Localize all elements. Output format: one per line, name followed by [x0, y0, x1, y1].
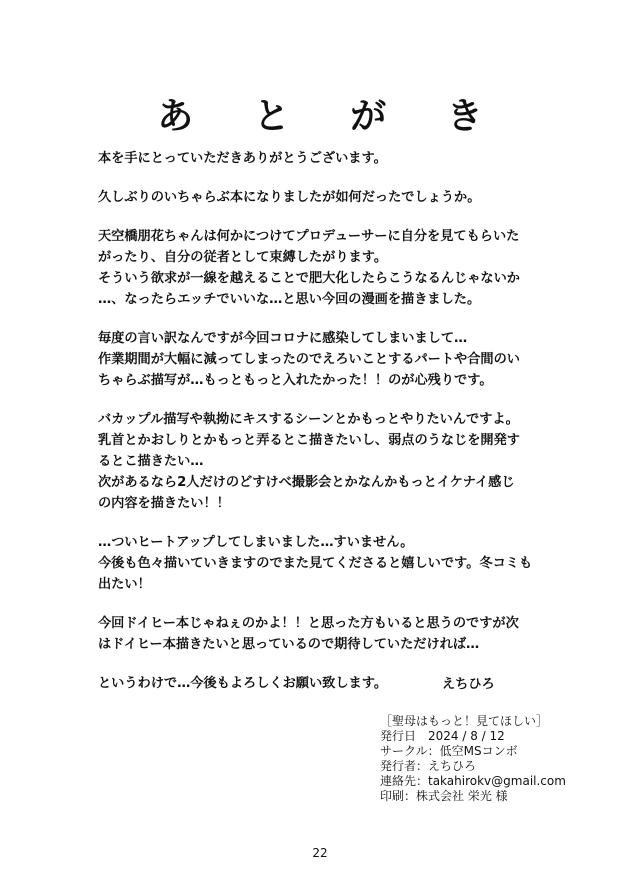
paragraph — [98, 409, 568, 514]
colophon-line: ［聖母はもっと！見てほしい］ — [380, 714, 549, 728]
text-line: 毎度の言い訳なんですが今回コロナに感染してしまいまして… — [98, 331, 468, 346]
text-line: …、なったらエッチでいいな…と思い今回の漫画を描きました。 — [98, 292, 481, 307]
text-line: るとこ描きたい… — [98, 454, 204, 469]
text-line: そういう欲求が一線を越えることで肥大化したらこうなるんじゃないか — [98, 271, 520, 286]
text-line: 出たい！ — [98, 577, 151, 592]
text-line: がったり、自分の従者として束縛したがります。 — [98, 250, 388, 265]
paragraph — [98, 613, 568, 655]
paragraph — [98, 148, 568, 169]
paragraph — [98, 187, 568, 208]
colophon-line: 発行日 2024 / 8 / 12 — [380, 729, 505, 743]
text-line: ちゃらぶ描写が…もっともっと入れたかった！！のが心残りです。 — [98, 373, 493, 388]
paragraph — [98, 673, 568, 694]
page-title: あ と が き — [157, 95, 507, 137]
text-line: 久しぶりのいちゃらぶ本になりましたが如何だったでしょうか。 — [98, 190, 481, 205]
paragraph — [98, 226, 568, 310]
text-line: バカップル描写や執拗にキスするシーンとかもっとやりたいんですよ。 — [98, 412, 519, 427]
colophon-line: 連絡先：takahirokv@gmail.com — [380, 774, 566, 788]
colophon-line: 発行者：えちひろ — [380, 759, 477, 773]
colophon-line: 印刷：株式会社 栄光 様 — [380, 789, 508, 803]
text-line: 作業期間が大幅に減ってしまったのでえろいことするパートや合間のい — [98, 352, 520, 367]
text-line: はドイヒー本描きたいと思っているので期待していただければ… — [98, 637, 480, 652]
text-line: 本を手にとっていただきありがとうございます。 — [98, 151, 387, 166]
afterword-body — [98, 148, 568, 712]
colophon-line: サークル：低空MSコンボ — [380, 744, 518, 758]
author-signature: えちひろ — [442, 677, 495, 692]
text-line: の内容を描きたい！！ — [98, 496, 230, 511]
paragraph — [98, 328, 568, 391]
text-line: というわけで…今後もよろしくお願い致します。 — [98, 676, 388, 691]
paragraph — [98, 532, 568, 595]
text-line: 天空橋朋花ちゃんは何かにつけてプロデューサーに自分を見てもらいた — [98, 229, 520, 244]
text-line: 乳首とかおしりとかもっと弄るとこ描きたいし、弱点のうなじを開発す — [98, 433, 520, 448]
colophon — [380, 714, 566, 804]
text-line: 今回ドイヒー本じゃねぇのかよ！！と思った方もいると思うのですが次 — [98, 616, 519, 631]
text-line: …ついヒートアップしてしまいました…すいません。 — [98, 535, 414, 550]
text-line: 今後も色々描いていきますのでまた見てくださると嬉しいです。冬コミも — [98, 556, 533, 571]
text-line: 次があるなら2人だけのどすけべ撮影会とかなんかもっとイケナイ感じ — [98, 475, 515, 490]
page-number: 22 — [312, 846, 328, 860]
